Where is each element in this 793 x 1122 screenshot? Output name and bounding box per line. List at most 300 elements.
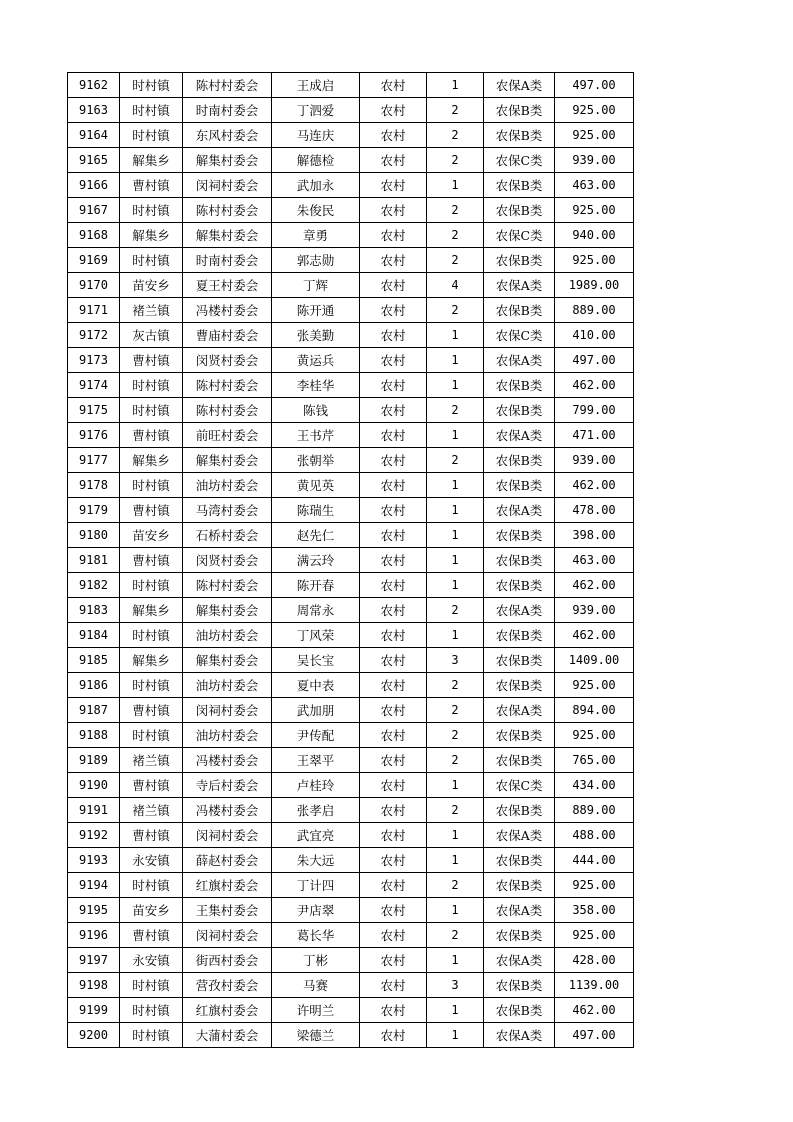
- serial-number-cell: 9193: [68, 848, 120, 873]
- household-size-cell: 1: [427, 173, 484, 198]
- insurance-category-cell: 农保B类: [484, 398, 555, 423]
- amount-cell: 939.00: [555, 148, 634, 173]
- village-committee-cell: 闵贤村委会: [183, 348, 272, 373]
- household-size-cell: 2: [427, 298, 484, 323]
- serial-number-cell: 9182: [68, 573, 120, 598]
- household-size-cell: 1: [427, 848, 484, 873]
- amount-cell: 471.00: [555, 423, 634, 448]
- name-cell: 梁德兰: [272, 1023, 360, 1048]
- amount-cell: 462.00: [555, 573, 634, 598]
- village-committee-cell: 大蒲村委会: [183, 1023, 272, 1048]
- household-size-cell: 2: [427, 698, 484, 723]
- serial-number-cell: 9167: [68, 198, 120, 223]
- insurance-category-cell: 农保A类: [484, 423, 555, 448]
- household-size-cell: 2: [427, 98, 484, 123]
- table-body: [68, 73, 634, 1048]
- name-cell: 张朝举: [272, 448, 360, 473]
- town-cell: 解集乡: [120, 448, 183, 473]
- village-committee-cell: 红旗村委会: [183, 873, 272, 898]
- insurance-category-cell: 农保A类: [484, 698, 555, 723]
- area-type-cell: 农村: [360, 298, 427, 323]
- serial-number-cell: 9162: [68, 73, 120, 98]
- data-table-container: [67, 72, 634, 1048]
- table-row: [68, 1023, 634, 1048]
- name-cell: 章勇: [272, 223, 360, 248]
- amount-cell: 463.00: [555, 548, 634, 573]
- table-row: [68, 73, 634, 98]
- amount-cell: 894.00: [555, 698, 634, 723]
- village-committee-cell: 前旺村委会: [183, 423, 272, 448]
- serial-number-cell: 9169: [68, 248, 120, 273]
- name-cell: 赵先仁: [272, 523, 360, 548]
- household-size-cell: 2: [427, 748, 484, 773]
- insurance-category-cell: 农保B类: [484, 298, 555, 323]
- household-size-cell: 1: [427, 948, 484, 973]
- serial-number-cell: 9188: [68, 723, 120, 748]
- amount-cell: 889.00: [555, 798, 634, 823]
- village-committee-cell: 陈村村委会: [183, 198, 272, 223]
- area-type-cell: 农村: [360, 773, 427, 798]
- serial-number-cell: 9184: [68, 623, 120, 648]
- area-type-cell: 农村: [360, 373, 427, 398]
- table-row: [68, 448, 634, 473]
- town-cell: 时村镇: [120, 98, 183, 123]
- area-type-cell: 农村: [360, 398, 427, 423]
- serial-number-cell: 9181: [68, 548, 120, 573]
- table-row: [68, 723, 634, 748]
- household-size-cell: 2: [427, 673, 484, 698]
- amount-cell: 799.00: [555, 398, 634, 423]
- town-cell: 苗安乡: [120, 898, 183, 923]
- amount-cell: 1989.00: [555, 273, 634, 298]
- table-row: [68, 273, 634, 298]
- household-size-cell: 2: [427, 148, 484, 173]
- household-size-cell: 1: [427, 348, 484, 373]
- town-cell: 时村镇: [120, 473, 183, 498]
- insurance-category-cell: 农保B类: [484, 998, 555, 1023]
- insurance-category-cell: 农保B类: [484, 923, 555, 948]
- town-cell: 时村镇: [120, 248, 183, 273]
- insurance-category-cell: 农保A类: [484, 598, 555, 623]
- town-cell: 永安镇: [120, 948, 183, 973]
- name-cell: 满云玲: [272, 548, 360, 573]
- area-type-cell: 农村: [360, 998, 427, 1023]
- area-type-cell: 农村: [360, 948, 427, 973]
- area-type-cell: 农村: [360, 823, 427, 848]
- amount-cell: 939.00: [555, 448, 634, 473]
- insurance-category-cell: 农保B类: [484, 548, 555, 573]
- town-cell: 解集乡: [120, 223, 183, 248]
- household-size-cell: 1: [427, 998, 484, 1023]
- town-cell: 曹村镇: [120, 498, 183, 523]
- household-size-cell: 1: [427, 473, 484, 498]
- household-size-cell: 2: [427, 448, 484, 473]
- amount-cell: 462.00: [555, 998, 634, 1023]
- insurance-category-cell: 农保B类: [484, 248, 555, 273]
- area-type-cell: 农村: [360, 223, 427, 248]
- insurance-category-cell: 农保C类: [484, 323, 555, 348]
- name-cell: 丁彬: [272, 948, 360, 973]
- serial-number-cell: 9165: [68, 148, 120, 173]
- town-cell: 时村镇: [120, 123, 183, 148]
- amount-cell: 428.00: [555, 948, 634, 973]
- serial-number-cell: 9200: [68, 1023, 120, 1048]
- insurance-category-cell: 农保A类: [484, 498, 555, 523]
- amount-cell: 925.00: [555, 248, 634, 273]
- village-committee-cell: 马湾村委会: [183, 498, 272, 523]
- area-type-cell: 农村: [360, 923, 427, 948]
- village-committee-cell: 时南村委会: [183, 248, 272, 273]
- insurance-category-cell: 农保B类: [484, 473, 555, 498]
- serial-number-cell: 9166: [68, 173, 120, 198]
- household-size-cell: 2: [427, 723, 484, 748]
- amount-cell: 497.00: [555, 73, 634, 98]
- serial-number-cell: 9198: [68, 973, 120, 998]
- insurance-category-cell: 农保A类: [484, 948, 555, 973]
- village-committee-cell: 陈村村委会: [183, 398, 272, 423]
- area-type-cell: 农村: [360, 748, 427, 773]
- amount-cell: 398.00: [555, 523, 634, 548]
- insurance-category-cell: 农保B类: [484, 623, 555, 648]
- household-size-cell: 1: [427, 323, 484, 348]
- area-type-cell: 农村: [360, 348, 427, 373]
- name-cell: 张孝启: [272, 798, 360, 823]
- serial-number-cell: 9187: [68, 698, 120, 723]
- town-cell: 曹村镇: [120, 423, 183, 448]
- name-cell: 丁风荣: [272, 623, 360, 648]
- table-row: [68, 298, 634, 323]
- amount-cell: 488.00: [555, 823, 634, 848]
- area-type-cell: 农村: [360, 123, 427, 148]
- village-committee-cell: 曹庙村委会: [183, 323, 272, 348]
- household-size-cell: 1: [427, 898, 484, 923]
- area-type-cell: 农村: [360, 423, 427, 448]
- amount-cell: 462.00: [555, 473, 634, 498]
- amount-cell: 434.00: [555, 773, 634, 798]
- name-cell: 王成启: [272, 73, 360, 98]
- amount-cell: 765.00: [555, 748, 634, 773]
- table-row: [68, 248, 634, 273]
- name-cell: 陈开春: [272, 573, 360, 598]
- amount-cell: 889.00: [555, 298, 634, 323]
- name-cell: 丁辉: [272, 273, 360, 298]
- area-type-cell: 农村: [360, 173, 427, 198]
- table-row: [68, 623, 634, 648]
- area-type-cell: 农村: [360, 973, 427, 998]
- name-cell: 丁计四: [272, 873, 360, 898]
- insurance-category-cell: 农保B类: [484, 198, 555, 223]
- village-committee-cell: 冯楼村委会: [183, 798, 272, 823]
- amount-cell: 925.00: [555, 873, 634, 898]
- household-size-cell: 1: [427, 623, 484, 648]
- household-size-cell: 2: [427, 198, 484, 223]
- area-type-cell: 农村: [360, 898, 427, 923]
- table-row: [68, 823, 634, 848]
- serial-number-cell: 9186: [68, 673, 120, 698]
- name-cell: 夏中表: [272, 673, 360, 698]
- town-cell: 曹村镇: [120, 698, 183, 723]
- amount-cell: 444.00: [555, 848, 634, 873]
- town-cell: 时村镇: [120, 998, 183, 1023]
- village-committee-cell: 闵祠村委会: [183, 923, 272, 948]
- household-size-cell: 2: [427, 598, 484, 623]
- household-size-cell: 1: [427, 373, 484, 398]
- serial-number-cell: 9177: [68, 448, 120, 473]
- name-cell: 李桂华: [272, 373, 360, 398]
- area-type-cell: 农村: [360, 473, 427, 498]
- serial-number-cell: 9178: [68, 473, 120, 498]
- town-cell: 时村镇: [120, 73, 183, 98]
- village-committee-cell: 陈村村委会: [183, 573, 272, 598]
- serial-number-cell: 9192: [68, 823, 120, 848]
- area-type-cell: 农村: [360, 448, 427, 473]
- village-committee-cell: 油坊村委会: [183, 473, 272, 498]
- household-size-cell: 1: [427, 73, 484, 98]
- village-committee-cell: 陈村村委会: [183, 373, 272, 398]
- name-cell: 周常永: [272, 598, 360, 623]
- serial-number-cell: 9197: [68, 948, 120, 973]
- town-cell: 曹村镇: [120, 348, 183, 373]
- serial-number-cell: 9196: [68, 923, 120, 948]
- serial-number-cell: 9194: [68, 873, 120, 898]
- town-cell: 褚兰镇: [120, 748, 183, 773]
- insurance-category-cell: 农保C类: [484, 223, 555, 248]
- table-row: [68, 598, 634, 623]
- household-size-cell: 1: [427, 823, 484, 848]
- name-cell: 朱俊民: [272, 198, 360, 223]
- table-row: [68, 423, 634, 448]
- insurance-category-cell: 农保A类: [484, 1023, 555, 1048]
- village-committee-cell: 夏王村委会: [183, 273, 272, 298]
- table-row: [68, 873, 634, 898]
- amount-cell: 1409.00: [555, 648, 634, 673]
- serial-number-cell: 9183: [68, 598, 120, 623]
- town-cell: 褚兰镇: [120, 798, 183, 823]
- serial-number-cell: 9164: [68, 123, 120, 148]
- area-type-cell: 农村: [360, 1023, 427, 1048]
- town-cell: 时村镇: [120, 873, 183, 898]
- table-row: [68, 148, 634, 173]
- amount-cell: 940.00: [555, 223, 634, 248]
- amount-cell: 463.00: [555, 173, 634, 198]
- area-type-cell: 农村: [360, 648, 427, 673]
- table-row: [68, 923, 634, 948]
- area-type-cell: 农村: [360, 873, 427, 898]
- table-row: [68, 573, 634, 598]
- insurance-category-cell: 农保B类: [484, 673, 555, 698]
- area-type-cell: 农村: [360, 198, 427, 223]
- area-type-cell: 农村: [360, 73, 427, 98]
- town-cell: 解集乡: [120, 598, 183, 623]
- serial-number-cell: 9195: [68, 898, 120, 923]
- serial-number-cell: 9190: [68, 773, 120, 798]
- serial-number-cell: 9199: [68, 998, 120, 1023]
- table-row: [68, 948, 634, 973]
- table-row: [68, 698, 634, 723]
- insurance-category-cell: 农保C类: [484, 148, 555, 173]
- village-committee-cell: 营孜村委会: [183, 973, 272, 998]
- town-cell: 曹村镇: [120, 548, 183, 573]
- amount-cell: 497.00: [555, 348, 634, 373]
- town-cell: 曹村镇: [120, 773, 183, 798]
- table-row: [68, 548, 634, 573]
- area-type-cell: 农村: [360, 498, 427, 523]
- village-committee-cell: 解集村委会: [183, 598, 272, 623]
- amount-cell: 925.00: [555, 723, 634, 748]
- insurance-category-cell: 农保B类: [484, 848, 555, 873]
- village-committee-cell: 解集村委会: [183, 448, 272, 473]
- table-row: [68, 323, 634, 348]
- insurance-category-cell: 农保A类: [484, 273, 555, 298]
- name-cell: 尹传配: [272, 723, 360, 748]
- name-cell: 黄见英: [272, 473, 360, 498]
- insurance-category-cell: 农保B类: [484, 748, 555, 773]
- name-cell: 武宜亮: [272, 823, 360, 848]
- area-type-cell: 农村: [360, 623, 427, 648]
- name-cell: 陈钱: [272, 398, 360, 423]
- village-committee-cell: 油坊村委会: [183, 623, 272, 648]
- town-cell: 时村镇: [120, 373, 183, 398]
- amount-cell: 939.00: [555, 598, 634, 623]
- amount-cell: 478.00: [555, 498, 634, 523]
- name-cell: 马赛: [272, 973, 360, 998]
- name-cell: 王翠平: [272, 748, 360, 773]
- table-row: [68, 398, 634, 423]
- household-size-cell: 2: [427, 923, 484, 948]
- insurance-category-cell: 农保B类: [484, 723, 555, 748]
- insurance-category-cell: 农保A类: [484, 348, 555, 373]
- town-cell: 曹村镇: [120, 823, 183, 848]
- insurance-category-cell: 农保C类: [484, 773, 555, 798]
- village-committee-cell: 时南村委会: [183, 98, 272, 123]
- town-cell: 曹村镇: [120, 173, 183, 198]
- household-size-cell: 1: [427, 548, 484, 573]
- name-cell: 葛长华: [272, 923, 360, 948]
- household-size-cell: 3: [427, 973, 484, 998]
- town-cell: 曹村镇: [120, 923, 183, 948]
- table-row: [68, 848, 634, 873]
- serial-number-cell: 9172: [68, 323, 120, 348]
- household-size-cell: 2: [427, 223, 484, 248]
- insurance-category-cell: 农保A类: [484, 823, 555, 848]
- name-cell: 马连庆: [272, 123, 360, 148]
- table-row: [68, 748, 634, 773]
- household-size-cell: 1: [427, 523, 484, 548]
- name-cell: 武加永: [272, 173, 360, 198]
- town-cell: 苗安乡: [120, 523, 183, 548]
- insurance-category-cell: 农保B类: [484, 973, 555, 998]
- insurance-category-cell: 农保B类: [484, 173, 555, 198]
- town-cell: 时村镇: [120, 723, 183, 748]
- amount-cell: 1139.00: [555, 973, 634, 998]
- amount-cell: 462.00: [555, 373, 634, 398]
- town-cell: 时村镇: [120, 623, 183, 648]
- serial-number-cell: 9175: [68, 398, 120, 423]
- table-row: [68, 173, 634, 198]
- town-cell: 时村镇: [120, 573, 183, 598]
- serial-number-cell: 9180: [68, 523, 120, 548]
- area-type-cell: 农村: [360, 698, 427, 723]
- table-row: [68, 648, 634, 673]
- insurance-category-cell: 农保B类: [484, 98, 555, 123]
- village-committee-cell: 解集村委会: [183, 223, 272, 248]
- table-row: [68, 673, 634, 698]
- household-size-cell: 2: [427, 798, 484, 823]
- serial-number-cell: 9173: [68, 348, 120, 373]
- area-type-cell: 农村: [360, 248, 427, 273]
- amount-cell: 925.00: [555, 98, 634, 123]
- table-row: [68, 523, 634, 548]
- village-committee-cell: 石桥村委会: [183, 523, 272, 548]
- serial-number-cell: 9171: [68, 298, 120, 323]
- area-type-cell: 农村: [360, 148, 427, 173]
- amount-cell: 497.00: [555, 1023, 634, 1048]
- insurance-category-cell: 农保B类: [484, 873, 555, 898]
- insurance-category-cell: 农保B类: [484, 648, 555, 673]
- name-cell: 张美勤: [272, 323, 360, 348]
- area-type-cell: 农村: [360, 573, 427, 598]
- village-committee-cell: 闵祠村委会: [183, 173, 272, 198]
- village-committee-cell: 东风村委会: [183, 123, 272, 148]
- name-cell: 卢桂玲: [272, 773, 360, 798]
- town-cell: 解集乡: [120, 648, 183, 673]
- area-type-cell: 农村: [360, 673, 427, 698]
- amount-cell: 925.00: [555, 123, 634, 148]
- serial-number-cell: 9163: [68, 98, 120, 123]
- household-size-cell: 1: [427, 773, 484, 798]
- town-cell: 时村镇: [120, 673, 183, 698]
- amount-cell: 925.00: [555, 923, 634, 948]
- insurance-category-cell: 农保B类: [484, 798, 555, 823]
- town-cell: 苗安乡: [120, 273, 183, 298]
- household-size-cell: 1: [427, 1023, 484, 1048]
- table-row: [68, 348, 634, 373]
- amount-cell: 925.00: [555, 198, 634, 223]
- insurance-category-cell: 农保A类: [484, 898, 555, 923]
- village-committee-cell: 街西村委会: [183, 948, 272, 973]
- village-committee-cell: 冯楼村委会: [183, 298, 272, 323]
- insurance-category-cell: 农保B类: [484, 523, 555, 548]
- insurance-category-cell: 农保B类: [484, 448, 555, 473]
- name-cell: 吴长宝: [272, 648, 360, 673]
- household-size-cell: 1: [427, 423, 484, 448]
- name-cell: 尹店翠: [272, 898, 360, 923]
- insurance-category-cell: 农保B类: [484, 373, 555, 398]
- area-type-cell: 农村: [360, 523, 427, 548]
- table-row: [68, 123, 634, 148]
- insurance-category-cell: 农保B类: [484, 123, 555, 148]
- town-cell: 时村镇: [120, 198, 183, 223]
- table-row: [68, 373, 634, 398]
- serial-number-cell: 9170: [68, 273, 120, 298]
- area-type-cell: 农村: [360, 798, 427, 823]
- town-cell: 永安镇: [120, 848, 183, 873]
- serial-number-cell: 9168: [68, 223, 120, 248]
- amount-cell: 358.00: [555, 898, 634, 923]
- table-row: [68, 773, 634, 798]
- name-cell: 武加朋: [272, 698, 360, 723]
- town-cell: 时村镇: [120, 398, 183, 423]
- name-cell: 王书芹: [272, 423, 360, 448]
- village-committee-cell: 冯楼村委会: [183, 748, 272, 773]
- area-type-cell: 农村: [360, 548, 427, 573]
- area-type-cell: 农村: [360, 598, 427, 623]
- table-row: [68, 498, 634, 523]
- name-cell: 朱大远: [272, 848, 360, 873]
- table-row: [68, 998, 634, 1023]
- village-committee-cell: 解集村委会: [183, 648, 272, 673]
- household-size-cell: 1: [427, 573, 484, 598]
